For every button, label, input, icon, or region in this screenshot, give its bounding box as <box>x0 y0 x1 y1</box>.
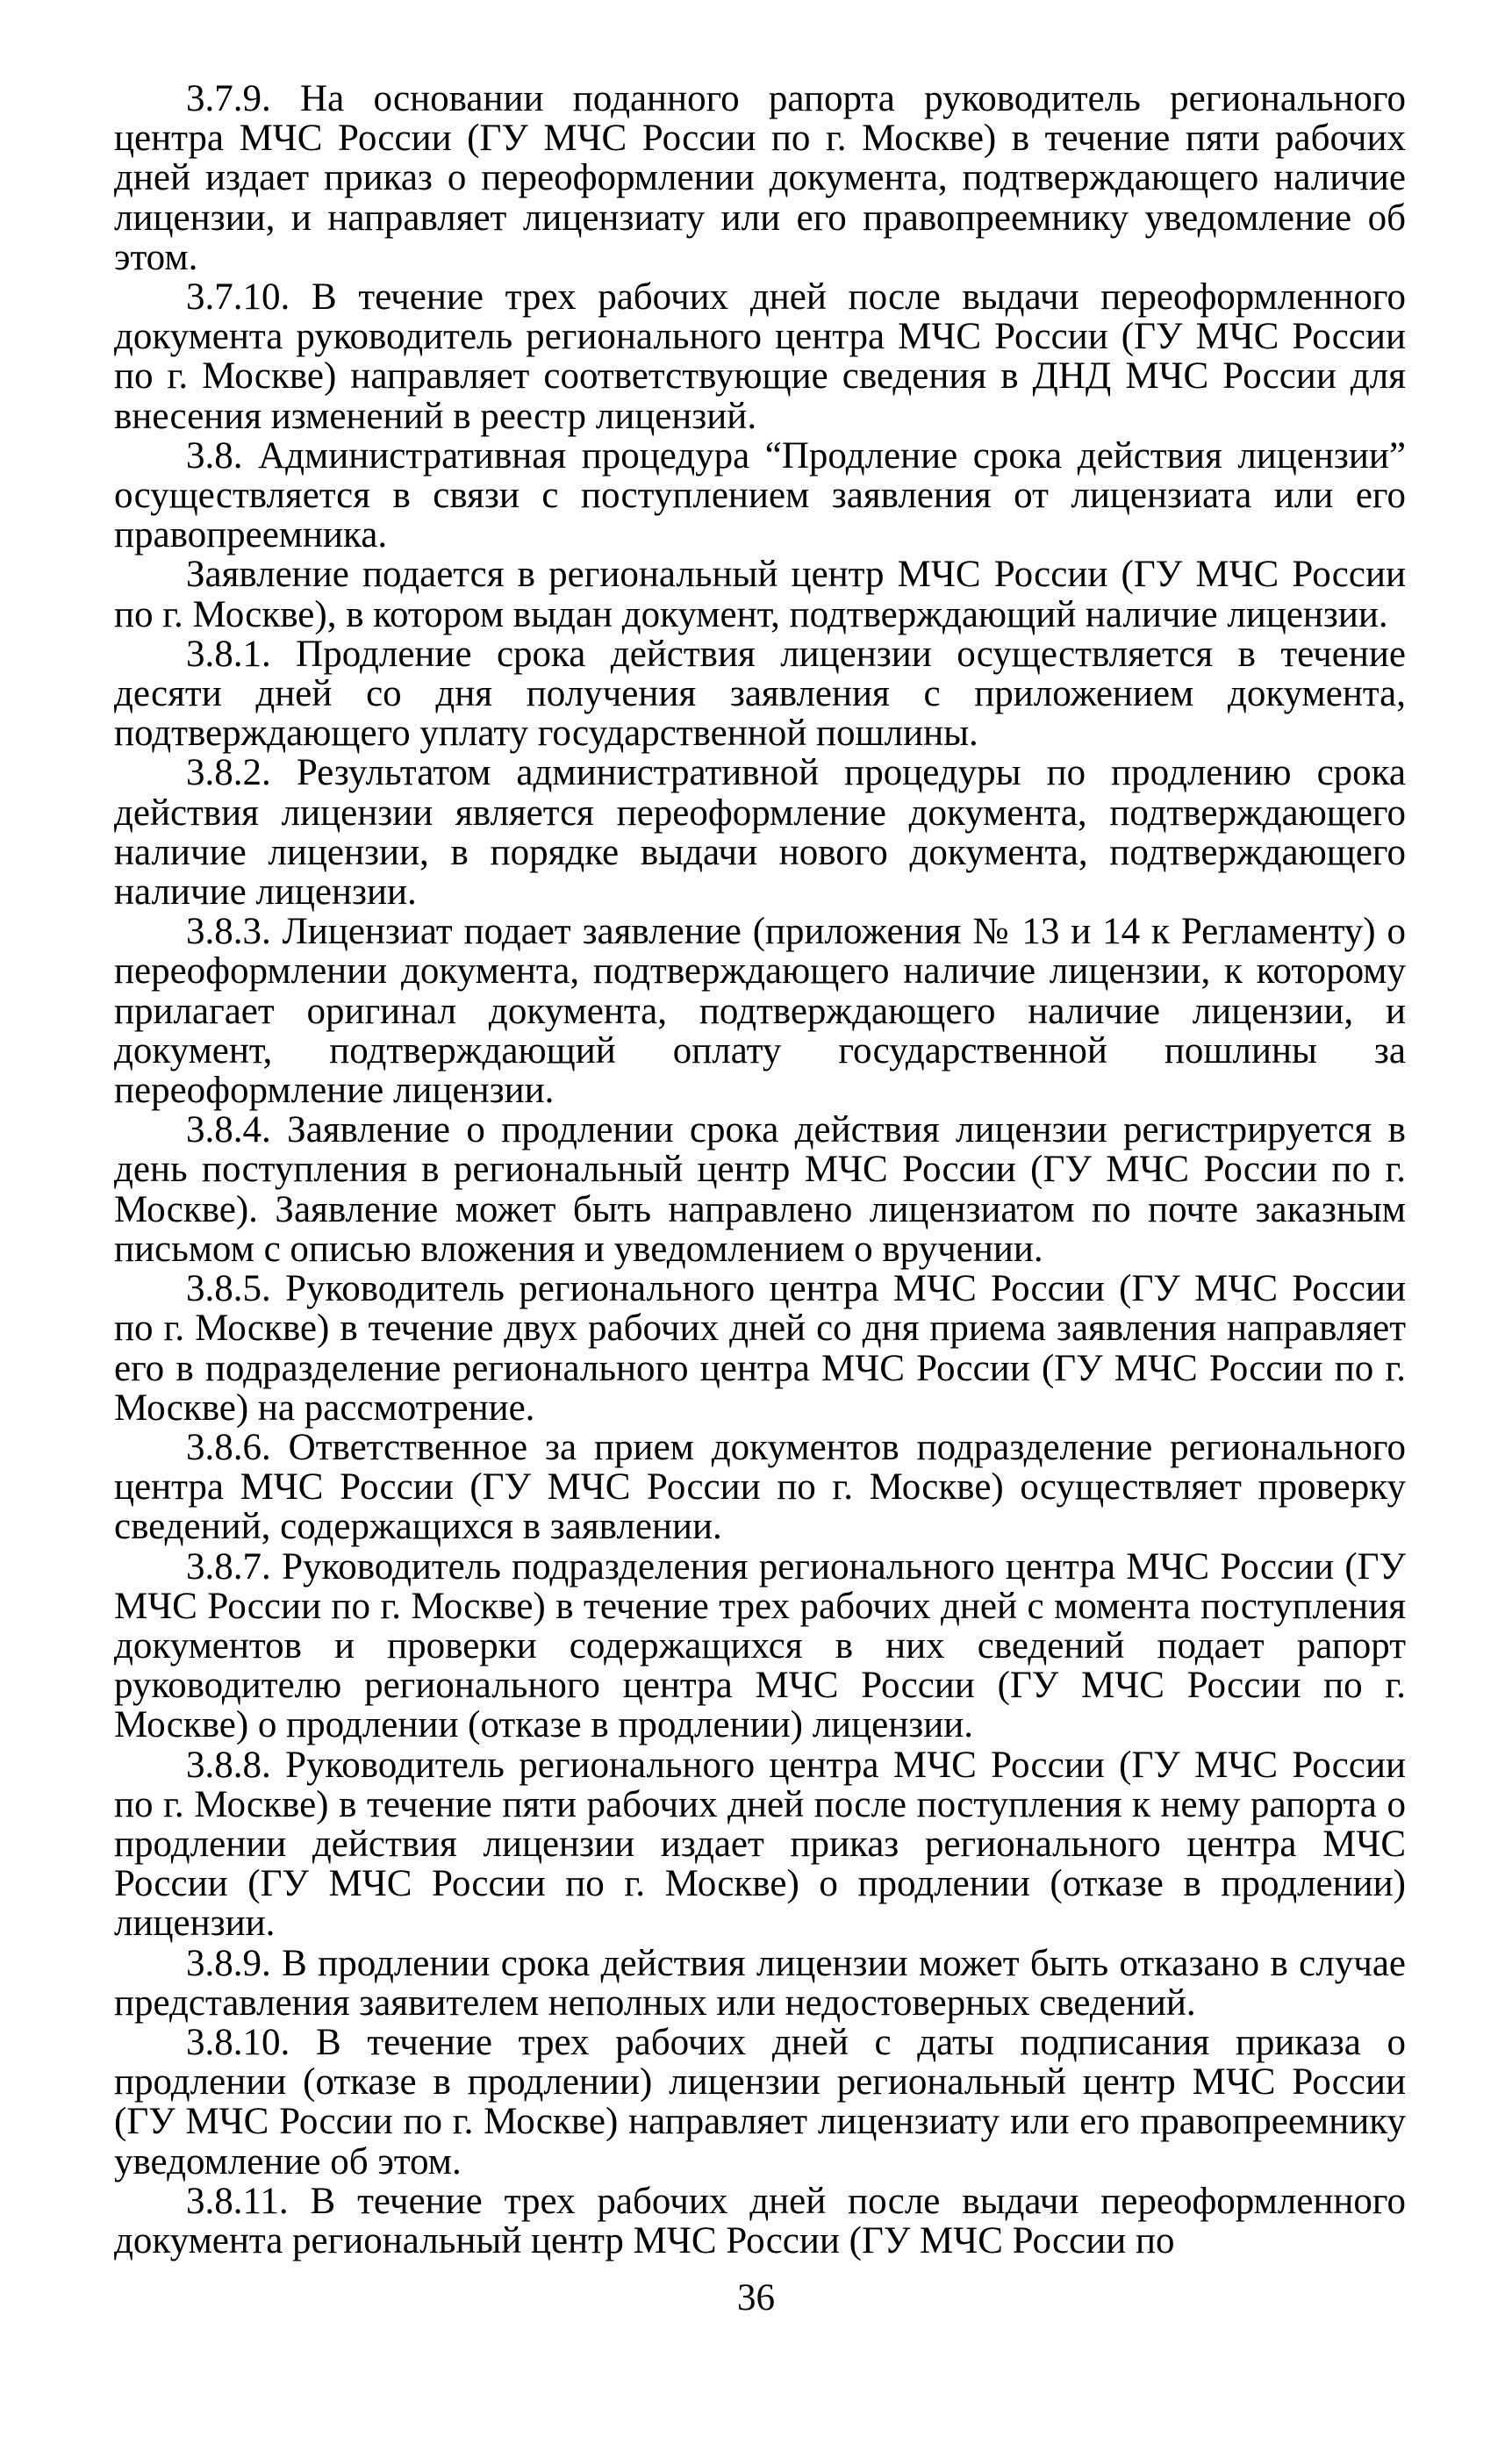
paragraph-3-8-11: 3.8.11. В течение трех рабочих дней после выдачи переоформленного документа региональный центр МЧС России (ГУ МЧС России по <box>114 2180 1406 2261</box>
paragraph-3-8-6: 3.8.6. Ответственное за прием документов подразделение регионального центра МЧС России (ГУ МЧС России по г. Москве) осуществляет проверку сведений, содержащихся в заявлении. <box>114 1426 1406 1548</box>
paragraph-3-8-4: 3.8.4. Заявление о продлении срока действия лицензии регистрируется в день поступления в региональный центр МЧС России (ГУ МЧС России по г. Москве). Заявление может быть направлено лицензиатом по почте заказным письмом с описью вложения и уведомлением о вручении. <box>114 1109 1406 1270</box>
document-body <box>114 79 1406 2261</box>
paragraph-3-8-10: 3.8.10. В течение трех рабочих дней с даты подписания приказа о продлении (отказе в продлении) лицензии региональный центр МЧС России (ГУ МЧС России по г. Москве) направляет лицензиату или его правопреемнику уведомление об этом. <box>114 2021 1406 2182</box>
paragraph-3-8: 3.8. Административная процедура “Продление срока действия лицензии” осуществляется в связи с поступлением заявления от лицензиата или его правопреемника. <box>114 434 1406 556</box>
page-number: 36 <box>737 2277 775 2319</box>
paragraph-application-submission: Заявление подается в региональный центр МЧС России (ГУ МЧС России по г. Москве), в котором выдан документ, подтверждающий наличие лицензии. <box>114 554 1406 635</box>
paragraph-3-8-8: 3.8.8. Руководитель регионального центра МЧС России (ГУ МЧС России по г. Москве) в течение пяти рабочих дней после поступления к нему рапорта о продлении действия лицензии издает приказ регионального центра МЧС России (ГУ МЧС России по г. Москве) о продлении (отказе в продлении) лицензии. <box>114 1744 1406 1945</box>
paragraph-3-8-5: 3.8.5. Руководитель регионального центра МЧС России (ГУ МЧС России по г. Москве) в течение двух рабочих дней со дня приема заявления направляет его в подразделение регионального центра МЧС России (ГУ МЧС России по г. Москве) на рассмотрение. <box>114 1268 1406 1429</box>
paragraph-3-8-1: 3.8.1. Продление срока действия лицензии осуществляется в течение десяти дней со дня получения заявления с приложением документа, подтверждающего уплату государственной пошлины. <box>114 633 1406 755</box>
paragraph-3-7-10: 3.7.10. В течение трех рабочих дней после выдачи переоформленного документа руководитель регионального центра МЧС России (ГУ МЧС России по г. Москве) направляет соответствующие сведения в ДНД МЧС России для внесения изменений в реестр лицензий. <box>114 276 1406 437</box>
paragraph-3-7-9: 3.7.9. На основании поданного рапорта руководитель регионального центра МЧС России (ГУ МЧС России по г. Москве) в течение пяти рабочих дней издает приказ о переоформлении документа, подтверждающего наличие лицензии, и направляет лицензиату или его правопреемнику уведомление об этом. <box>114 78 1406 278</box>
paragraph-3-8-9: 3.8.9. В продлении срока действия лицензии может быть отказано в случае представления заявителем неполных или недостоверных сведений. <box>114 1942 1406 2024</box>
paragraph-3-8-3: 3.8.3. Лицензиат подает заявление (приложения № 13 и 14 к Регламенту) о переоформлении документа, подтверждающего наличие лицензии, к которому прилагает оригинал документа, подтверждающего наличие лицензии, и документ, подтверждающий оплату государственной пошлины за переоформление лицензии. <box>114 911 1406 1112</box>
paragraph-3-8-7: 3.8.7. Руководитель подразделения регионального центра МЧС России (ГУ МЧС России по г. Москве) в течение трех рабочих дней с момента поступления документов и проверки содержащихся в них сведений подает рапорт руководителю регионального центра МЧС России (ГУ МЧС России по г. Москве) о продлении (отказе в продлении) лицензии. <box>114 1545 1406 1746</box>
paragraph-3-8-2: 3.8.2. Результатом административной процедуры по продлению срока действия лицензии является переоформление документа, подтверждающего наличие лицензии, в порядке выдачи нового документа, подтверждающего наличие лицензии. <box>114 752 1406 914</box>
